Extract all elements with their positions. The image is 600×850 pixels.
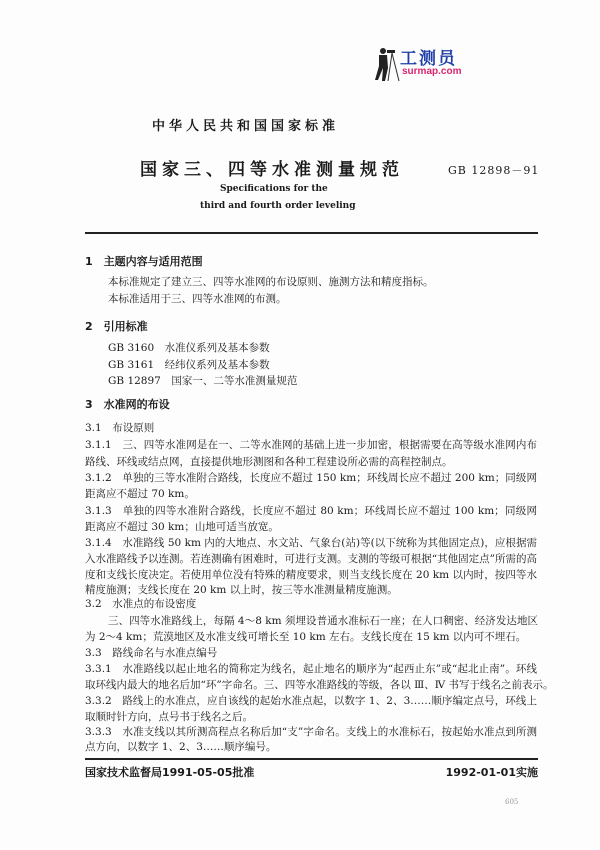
english-title-line-1: Specifications for the <box>220 184 328 194</box>
body-line: 3.1.1 三、四等水准网是在一、二等水准网的基础上进一步加密，根据需要在高等级水准网内布 <box>85 439 537 451</box>
body-line: 3.3.2 路线上的水准点，应自该线的起始水准点起，以数字 1、2、3……顺序编定点号，环线上 <box>85 695 537 707</box>
body-line: 距离应不超过 30 km；山地可适当放宽。 <box>85 521 279 533</box>
body-line: 3.3.3 水准支线以其所测高程点名称后加“支”字命名。支线上的水准标石，按起始水准点到所测 <box>85 726 537 738</box>
approval-note: 国家技术监督局1991-05-05批准 <box>85 766 255 779</box>
english-title-line-2: third and fourth order leveling <box>200 201 356 211</box>
body-line: 3.1.2 单独的三等水准附合路线，长度应不超过 150 km；环线周长应不超过 200 km；同级网 <box>85 472 537 484</box>
page-number: 605 <box>505 798 519 806</box>
standard-code: GB 12898－91 <box>448 164 540 177</box>
body-line: 路线、环线或结点网，直接提供地形测图和各种工程建设所必需的高程控制点。 <box>85 456 453 468</box>
effective-date: 1992-01-01实施 <box>445 766 538 779</box>
body-line: 为 2～4 km；荒漠地区及水准支线可增长至 10 km 左右。支线长度在 15 km 以内可不埋石。 <box>85 631 527 643</box>
body-line: 点方向，以数字 1、2、3……顺序编号。 <box>85 741 277 753</box>
section-heading: 3 水准网的布设 <box>85 398 170 411</box>
body-line: 度和支线长度决定。若使用单位没有特殊的精度要求，则当支线长度在 20 km 以内时，按四等水 <box>85 569 537 581</box>
body-line: 入水准路线予以连测。若连测确有困难时，可进行支测。支测的等级可根据“其他固定点”所需的高 <box>85 553 537 565</box>
subsection-heading: 3.2 水准点的布设密度 <box>85 598 197 610</box>
logo-text: 工测员 <box>400 49 457 69</box>
body-line: 3.1.4 水准路线 50 km 内的大地点、水文站、气象台(站)等(以下统称为其他固定点)，应根据需 <box>85 537 537 549</box>
body-line: 三、四等水准路线上，每隔 4～8 km 须埋设普通水准标石一座；在人口稠密、经济发达地区 <box>108 615 538 627</box>
body-line: 精度施测；支线长度在 20 km 以上时，按三等水准测量精度施测。 <box>85 584 398 596</box>
document-title: 国家三、四等水准测量规范 <box>140 160 404 180</box>
body-line: 距离应不超过 70 km。 <box>85 488 195 500</box>
body-line: 本标准适用于三、四等水准网的布测。 <box>108 293 287 305</box>
surmap-logo <box>374 44 469 84</box>
body-line: 取顺时针方向，点号书于线名之后。 <box>85 711 253 723</box>
body-line: 取环线内最大的地名后加“环”字命名。三、四等水准路线的等级，各以 Ⅲ、Ⅳ 书写于线名之前表示。 <box>85 679 554 691</box>
publisher-heading: 中华人民共和国国家标准 <box>152 119 340 134</box>
bottom-divider <box>85 758 538 760</box>
subsection-heading: 3.1 布设原则 <box>85 422 155 434</box>
reference-item: GB 3161 经纬仪系列及基本参数 <box>108 359 270 371</box>
body-line: 3.3.1 水准路线以起止地名的简称定为线名，起止地名的顺序为“起西止东”或“起北止南”。环线 <box>85 663 537 675</box>
body-line: 本标准规定了建立三、四等水准网的布设原则、施测方法和精度指标。 <box>108 276 434 288</box>
subsection-heading: 3.3 路线命名与水准点编号 <box>85 647 218 659</box>
reference-item: GB 3160 水准仪系列及基本参数 <box>108 342 270 354</box>
logo-url: surmap.com <box>402 66 462 77</box>
body-line: 3.1.3 单独的四等水准附合路线，长度应不超过 80 km；环线周长应不超过 100 km；同级网 <box>85 505 537 517</box>
section-heading: 1 主题内容与适用范围 <box>85 255 203 268</box>
section-heading: 2 引用标准 <box>85 320 148 333</box>
surveyor-icon <box>374 46 400 82</box>
reference-item: GB 12897 国家一、二等水准测量规范 <box>108 375 298 387</box>
top-divider <box>85 232 538 234</box>
